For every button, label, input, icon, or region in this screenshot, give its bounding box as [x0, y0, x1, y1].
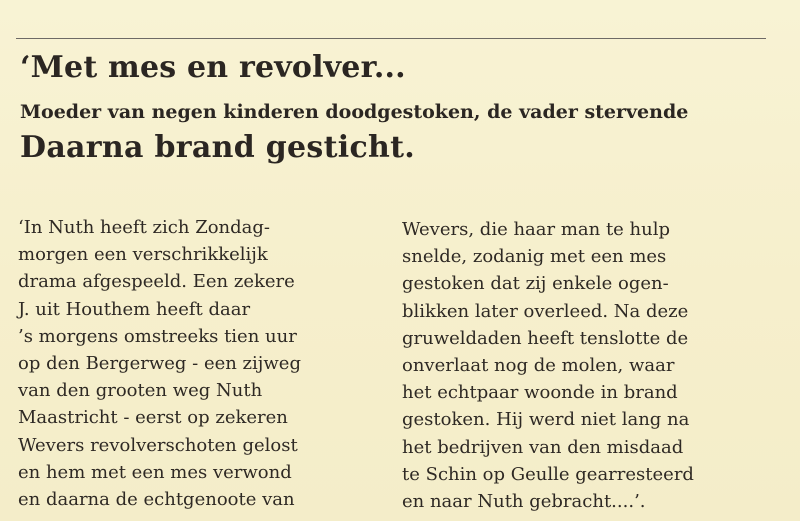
- subheadline: Moeder van negen kinderen doodgestoken, de vader stervende: [20, 101, 689, 123]
- text-line: ‘In Nuth heeft zich Zondag-: [18, 217, 270, 238]
- text-line: en hem met een mes verwond: [18, 461, 292, 483]
- text-line: en daarna de echtgenoote van: [18, 488, 295, 510]
- top-rule: [16, 38, 766, 39]
- text-line: het echtpaar woonde in brand: [402, 382, 678, 404]
- text-line: Wevers revolverschoten gelost: [18, 434, 298, 456]
- article-column-right: [402, 216, 694, 515]
- headline-second: Daarna brand gesticht.: [20, 130, 416, 165]
- text-line: te Schin op Geulle gearresteerd: [402, 463, 694, 485]
- text-line: van den grooten weg Nuth: [18, 380, 263, 402]
- text-line: blikken later overleed. Na deze: [402, 300, 689, 322]
- article-column-left: [18, 214, 301, 513]
- text-line: Maastricht - eerst op zekeren: [18, 407, 288, 429]
- headline: ‘Met mes en revolver...: [20, 50, 406, 85]
- text-line: het bedrijven van den misdaad: [402, 436, 684, 458]
- text-line: onverlaat nog de molen, waar: [402, 354, 675, 376]
- text-line: morgen een verschrikkelijk: [18, 244, 268, 266]
- text-line: gestoken. Hij werd niet lang na: [402, 409, 690, 431]
- text-line: J. uit Houthem heeft daar: [18, 298, 251, 320]
- text-line: drama afgespeeld. Een zekere: [18, 271, 295, 293]
- text-line: gestoken dat zij enkele ogen-: [402, 273, 669, 295]
- text-line: gruweldaden heeft tenslotte de: [402, 327, 689, 349]
- text-line: ’s morgens omstreeks tien uur: [18, 325, 297, 347]
- text-line: Wevers, die haar man te hulp: [402, 219, 671, 240]
- text-line: snelde, zodanig met een mes: [402, 246, 667, 268]
- text-line: en naar Nuth gebracht....’.: [402, 490, 646, 512]
- text-line: op den Bergerweg - een zijweg: [18, 352, 301, 374]
